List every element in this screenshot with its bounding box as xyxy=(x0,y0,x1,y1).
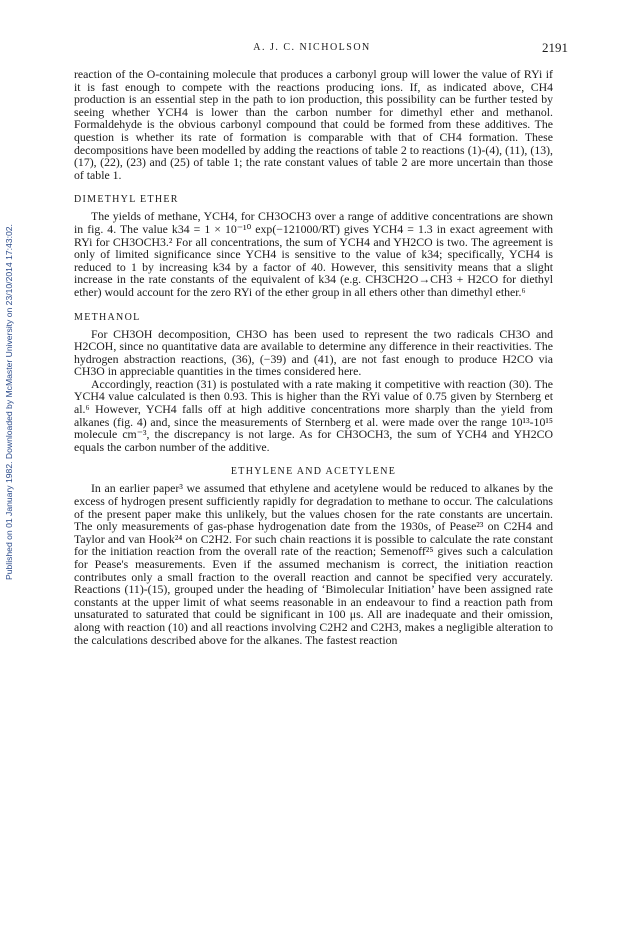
page-number: 2191 xyxy=(542,40,568,55)
article-body xyxy=(74,68,553,646)
running-head-author: A. J. C. NICHOLSON xyxy=(253,42,371,53)
methanol-paragraph-2: Accordingly, reaction (31) is postulated with a rate making it competitive with reaction (30). The YCH4 value calculated is then 0.93. This is higher than the RYi value of 0.75 given by Sternberg et al.⁶ However, YCH4 falls off at high additive concentrations more sharply than the yield from alkanes (fig. 4) and, since the measurements of Sternberg et al. were made over the range 10¹³-10¹⁵ molecule cm⁻³, the discrepancy is not large. As for CH3OCH3, the sum of YCH4 and YH2CO equals the carbon number of the additive. xyxy=(74,376,553,454)
intro-paragraph: reaction of the O-containing molecule that produces a carbonyl group will lower the value of RYi if it is fast enough to compete with the reactions producing ions. If, as indicated above, CH4 production is an essential step in the path to ion production, this possibility can be further tested by seeing whether YCH4 is lower than the carbon number for dimethyl ether and methanol. Formaldehyde is the obvious carbonyl compound that could be formed from these additives. The question is whether its rate of formation is comparable with that of CH4 formation. These decompositions have been modelled by adding the reactions of table 2 to reactions (1)-(4), (11), (13), (17), (22), (23) and (25) of table 1; the rate constant values of table 2 are more uncertain than those of table 1. xyxy=(74,67,553,182)
download-provenance-text: Published on 01 January 1982. Downloaded by McMaster University on 23/10/2014 17:43:02. xyxy=(4,224,14,580)
section-heading-dimethyl-ether: DIMETHYL ETHER xyxy=(74,194,179,206)
ethylene-acetylene-paragraph: In an earlier paper³ we assumed that ethylene and acetylene would be reduced to alkanes by the excess of hydrogen present sufficiently rapidly for degradation to methane to occur. The calculations of the present paper make this unlikely, but the values chosen for the rate constants are uncertain. The only measurements of gas-phase hydrogenation date from the 1930s, of Pease²³ on C2H4 and Taylor and van Hook²⁴ on C2H2. For such chain reactions it is possible to calculate the rate constant for the initiation reaction from the overall rate of the reaction; Semenoff²⁵ gives such a calculation for Pease's measurements. Even if the assumed mechanism is correct, the initiation reaction contributes only a small fraction to the overall reaction and cannot be specified very accurately. Reactions (11)-(15), grouped under the heading of ‘Bimolecular Initiation’ have been assigned rate constants at the upper limit of what seems reasonable in an endeavour to find a reaction path from unsaturated to saturated that could be significant in 100 μs. All are inadequate and their omission, along with reaction (10) and all reactions involving C2H2 and C2H3, makes a negligible alteration to the calculations described above for the alkanes. The fastest reaction xyxy=(74,481,553,647)
dimethyl-ether-paragraph: The yields of methane, YCH4, for CH3OCH3 over a range of additive concentrations are shown in fig. 4. The value k34 = 1 × 10⁻¹⁰ exp(−121000/RT) gives YCH4 = 1.3 in exact agreement with RYi for CH3OCH3.² For all concentrations, the sum of YCH4 and YH2CO is two. The agreement is only of limited significance since YCH4 is sensitive to the value of k34; specifically, YCH4 is reduced to 1 by increasing k34 by a factor of 40. However, this sensitivity means that a slight increase in the rate constants of the equivalent of k34 (e.g. CH3CH2O→CH3 + H2CO for diethyl ether) would account for the zero RYi of the ether group in all ethers other than dimethyl ether.⁶ xyxy=(74,209,553,299)
running-head xyxy=(0,40,624,56)
section-heading-methanol: METHANOL xyxy=(74,311,141,323)
download-provenance-note xyxy=(4,150,18,580)
section-heading-ethylene-acetylene: ETHYLENE AND ACETYLENE xyxy=(230,466,397,478)
methanol-paragraph-1: For CH3OH decomposition, CH3O has been used to represent the two radicals CH3O and H2COH, since no quantitative data are available to determine any difference in their reactivities. The hydrogen abstraction reactions, (36), (−39) and (41), are not fast enough to produce H2CO via CH3O in appreciable quantities in the times considered here. xyxy=(74,326,553,379)
